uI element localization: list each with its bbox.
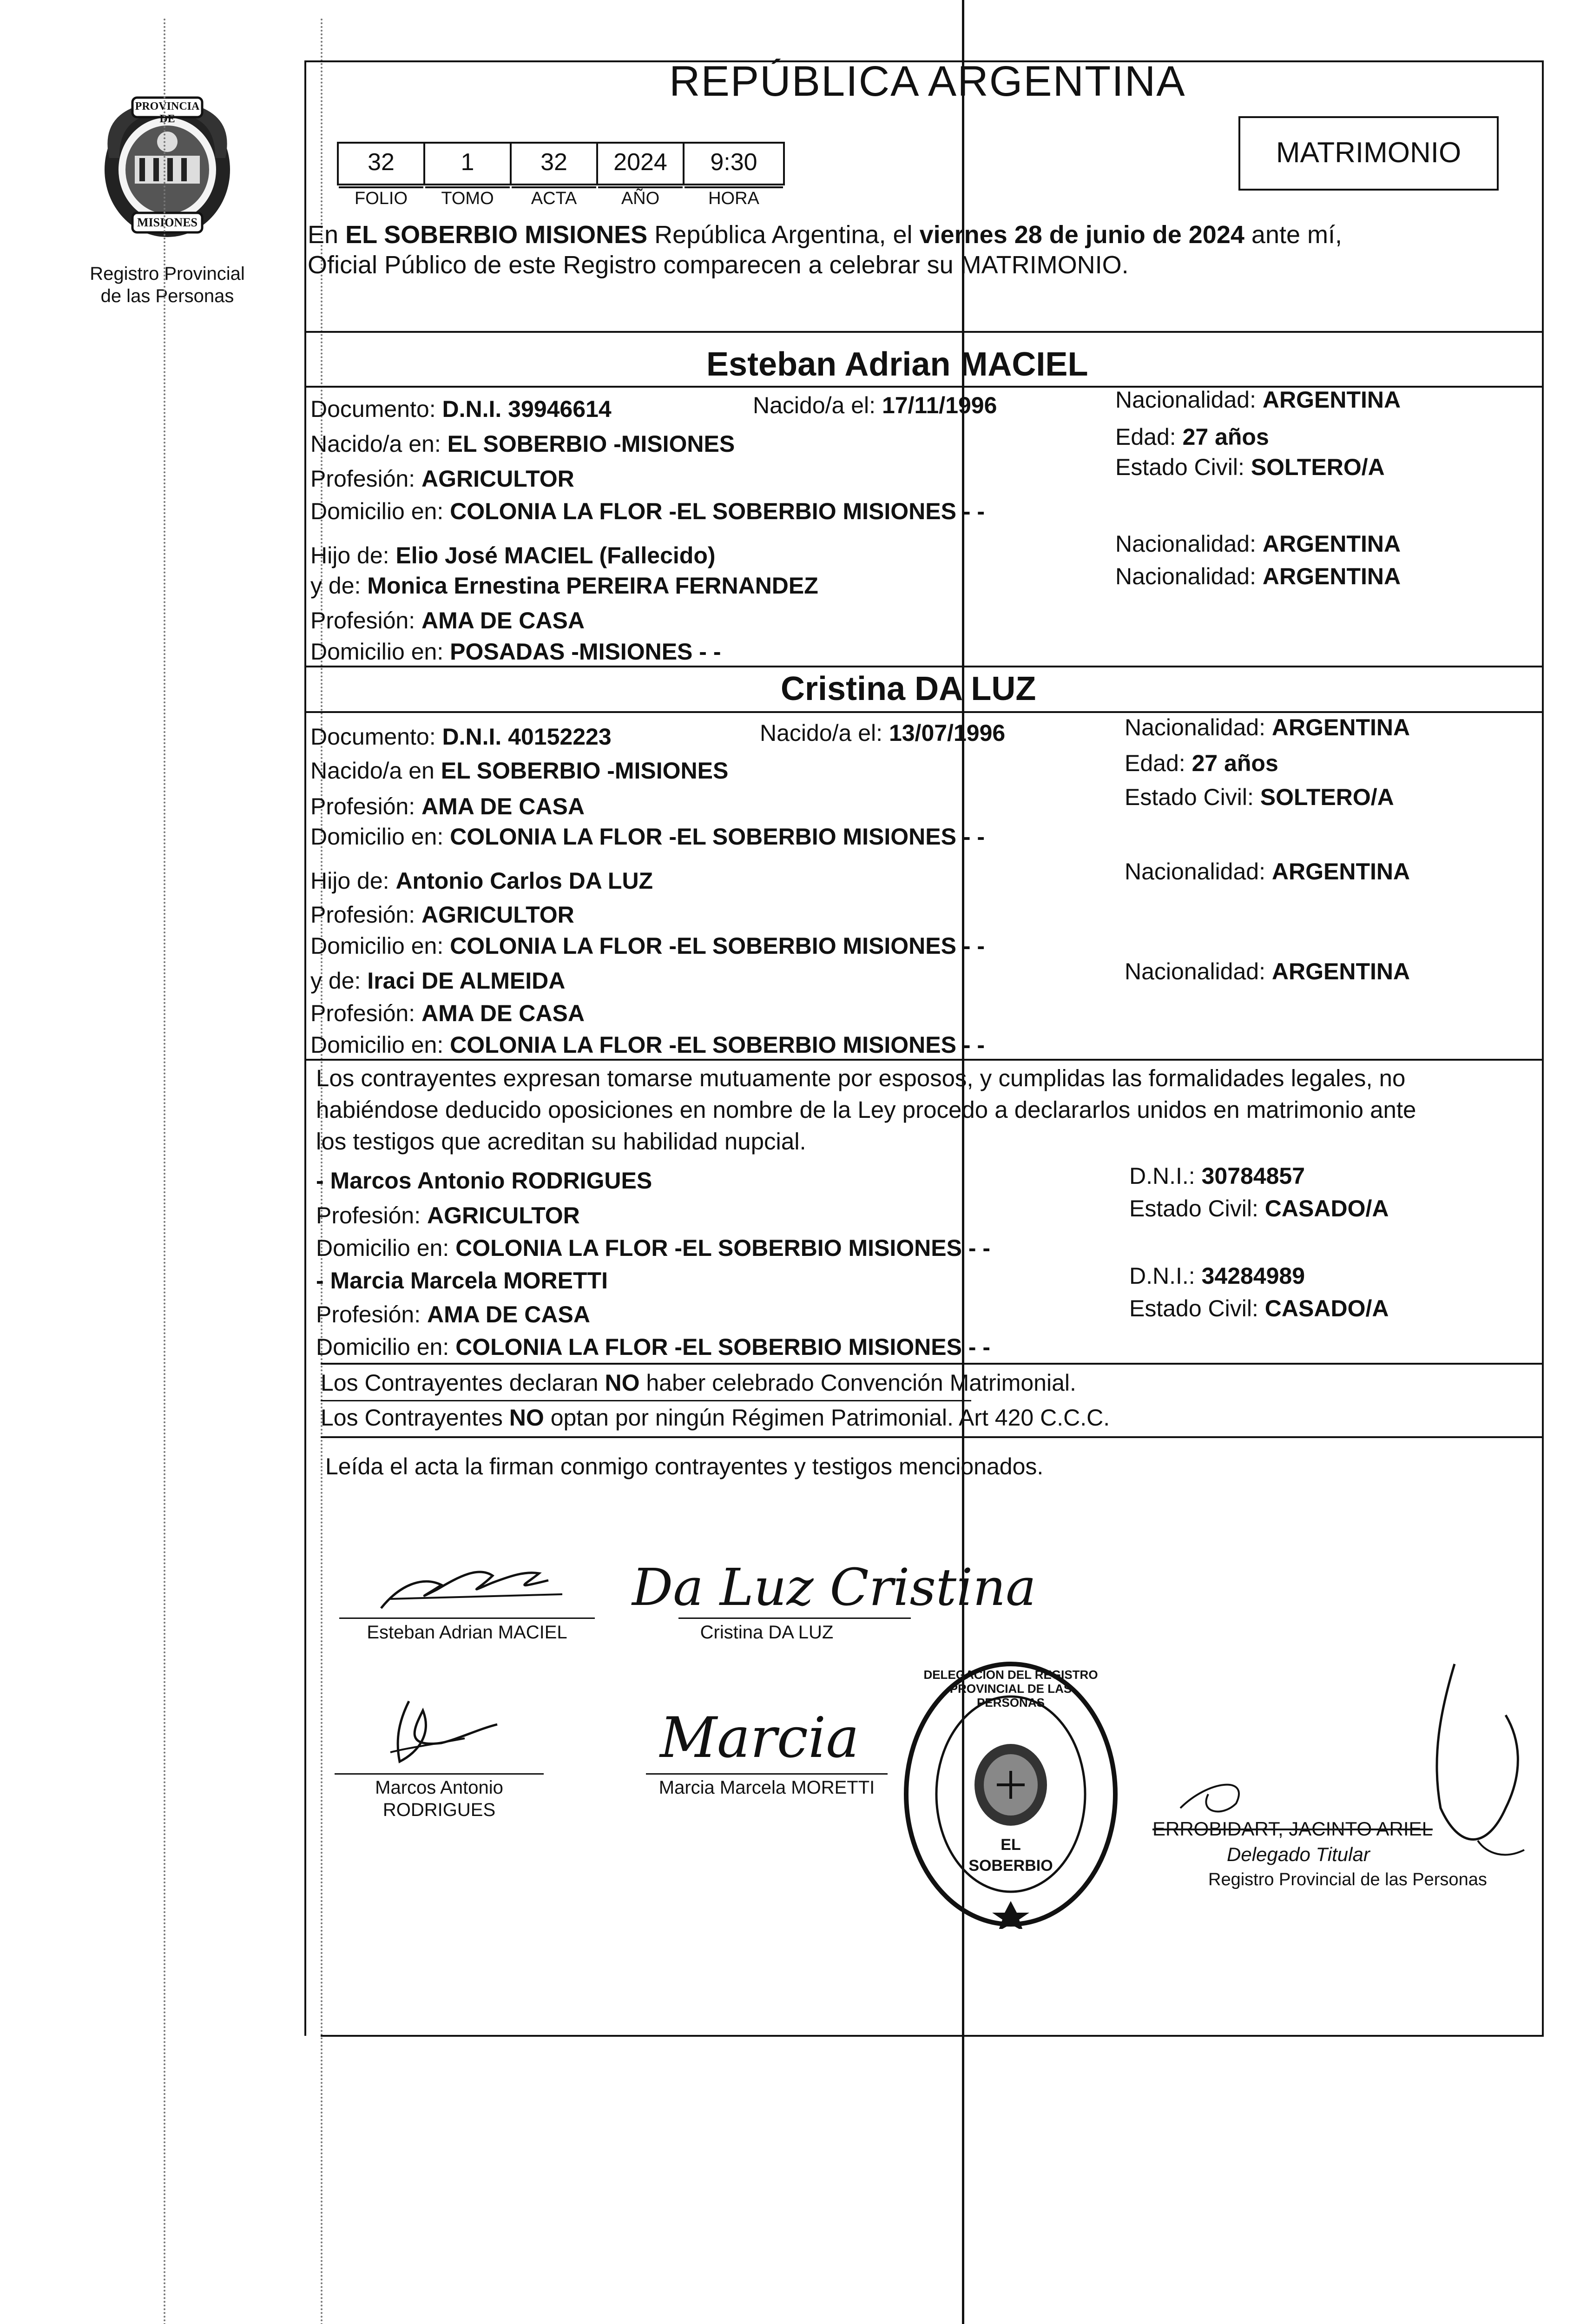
witness-2-dom [316, 1333, 990, 1361]
witness-1-caption-line-2: RODRIGUES [382, 1800, 496, 1820]
province-seal-logo [91, 88, 244, 242]
intro-p2: República Argentina, el [647, 221, 920, 249]
witness-1-caption-line-1: Marcos Antonio [375, 1777, 503, 1798]
bride-civil-label: Estado Civil: [1125, 784, 1260, 810]
stamp-ring-text: DELEGACION DEL REGISTRO PROVINCIAL DE LAS PERSONAS [923, 1668, 1098, 1710]
bride-father-nat-label: Nacionalidad: [1125, 858, 1272, 885]
witness-2-civil-label: Estado Civil: [1129, 1295, 1265, 1321]
groom-born [753, 391, 997, 419]
official-name: ERROBIDART, JACINTO ARIEL [1152, 1818, 1433, 1840]
groom-civil [1115, 453, 1385, 481]
witness-2-signature: Marcia [660, 1706, 859, 1770]
bride-mother-label: y de: [310, 968, 368, 994]
bride-nat-label: Nacionalidad: [1125, 714, 1272, 740]
groom-dom-value: COLONIA LA FLOR -EL SOBERBIO MISIONES - - [450, 498, 985, 524]
witness-2-dni-label: D.N.I.: [1129, 1263, 1202, 1289]
groom-prof [310, 465, 574, 493]
bride-father-prof [310, 901, 574, 929]
declaration-line-2: habiéndose deducido oposiciones en nombre de la Ley procedo a declararlos unidos en matrimonio ante [316, 1096, 1416, 1123]
clause-1-b: NO [605, 1370, 640, 1396]
clause-2-b: NO [509, 1405, 544, 1431]
record-tomo-label: TOMO [425, 186, 510, 209]
groom-mother-nat [1115, 562, 1401, 590]
witness-2-civil-value: CASADO/A [1264, 1295, 1389, 1321]
witness-1-signature-line [335, 1773, 544, 1775]
record-ano [596, 142, 685, 208]
witness-1-name: - Marcos Antonio RODRIGUES [316, 1168, 652, 1194]
record-folio-label: FOLIO [339, 186, 423, 209]
record-tomo [423, 142, 512, 208]
intro-place: EL SOBERBIO MISIONES [345, 221, 648, 249]
bride-mother-dom [310, 1031, 985, 1059]
witness-1-dom-label: Domicilio en: [316, 1235, 456, 1261]
bride-civil [1125, 783, 1394, 811]
witness-2-civil [1129, 1294, 1389, 1322]
bride-father-prof-label: Profesión: [310, 902, 422, 928]
witness-1-civil-value: CASADO/A [1264, 1195, 1389, 1221]
bride-dom [310, 823, 985, 851]
official-office: Registro Provincial de las Personas [1208, 1870, 1487, 1889]
bride-nat [1125, 713, 1410, 741]
record-tomo-value: 1 [461, 149, 474, 176]
groom-civil-value: SOLTERO/A [1251, 454, 1385, 480]
witness-2-caption: Marcia Marcela MORETTI [658, 1777, 875, 1798]
record-hora-label: HORA [685, 186, 783, 209]
bride-signature-line [678, 1618, 911, 1619]
groom-age [1115, 423, 1269, 451]
groom-dom [310, 497, 985, 525]
bride-father-value: Antonio Carlos DA LUZ [395, 868, 653, 894]
bride-dom-label: Domicilio en: [310, 824, 450, 850]
witness-1-prof-label: Profesión: [316, 1202, 428, 1228]
record-acta [510, 142, 598, 208]
groom-father-nat-label: Nacionalidad: [1115, 531, 1263, 557]
bride-nat-value: ARGENTINA [1271, 714, 1410, 740]
bride-mother-nat-label: Nacionalidad: [1125, 958, 1272, 984]
clause-2-c: optan por ningún Régimen Patrimonial. Art 420 C.C.C. [544, 1405, 1110, 1431]
divider-clause-1 [321, 1400, 971, 1401]
bride-birthplace-label: Nacido/a en [310, 758, 441, 784]
bride-father-label: Hijo de: [310, 868, 396, 894]
groom-prof-value: AGRICULTOR [421, 466, 574, 492]
groom-signature-caption: Esteban Adrian MACIEL [367, 1622, 567, 1643]
groom-mother-value: Monica Ernestina PEREIRA FERNANDEZ [367, 573, 818, 599]
divider-bride-name [304, 711, 1544, 713]
witness-1-dni-value: 30784857 [1201, 1163, 1305, 1189]
bride-born-label: Nacido/a el: [760, 720, 889, 746]
witness-1-caption [335, 1776, 544, 1821]
witness-1-dni-label: D.N.I.: [1129, 1163, 1202, 1189]
closing-statement: Leída el acta la firman conmigo contrayentes y testigos mencionados. [325, 1453, 1044, 1479]
record-folio-value: 32 [368, 149, 395, 176]
frame-left [304, 60, 306, 2036]
bride-father-prof-value: AGRICULTOR [421, 902, 574, 928]
bride-mother-nat-value: ARGENTINA [1271, 958, 1410, 984]
act-type-box [1238, 116, 1499, 191]
bride-civil-value: SOLTERO/A [1260, 784, 1394, 810]
margin-dotted-line [164, 19, 165, 2324]
groom-birthplace-label: Nacido/a en: [310, 431, 448, 457]
bride-prof-label: Profesión: [310, 793, 422, 819]
groom-name: Esteban Adrian MACIEL [706, 346, 1088, 383]
groom-mother [310, 572, 818, 600]
bride-name: Cristina DA LUZ [781, 670, 1036, 707]
groom-born-label: Nacido/a el: [753, 392, 882, 418]
record-folio [337, 142, 425, 208]
bride-mother-dom-label: Domicilio en: [310, 1032, 450, 1058]
bride-father-nat-value: ARGENTINA [1271, 858, 1410, 885]
registry-name-line2: de las Personas [100, 286, 234, 306]
declaration-line-1: Los contrayentes expresan tomarse mutuamente por esposos, y cumplidas las formalidades legales, no [316, 1065, 1406, 1091]
groom-birthplace [310, 430, 735, 458]
groom-prof-label: Profesión: [310, 466, 422, 492]
bride-mother-nat [1125, 957, 1410, 985]
witness-1-prof-value: AGRICULTOR [427, 1202, 580, 1228]
record-ano-label: AÑO [598, 186, 683, 209]
bride-signature: Da Luz Cristina [632, 1558, 1036, 1617]
intro-line-2: Oficial Público de este Registro comparecen a celebrar su MATRIMONIO. [308, 251, 1129, 279]
groom-parents-dom-label: Domicilio en: [310, 639, 450, 665]
divider-witnesses-end [321, 1363, 1544, 1365]
divider-after-intro [304, 331, 1544, 333]
country-title: REPÚBLICA ARGENTINA [669, 58, 1186, 105]
groom-parents-prof-value: AMA DE CASA [421, 607, 585, 634]
groom-parents-dom-value: POSADAS -MISIONES - - [450, 639, 721, 665]
groom-born-value: 17/11/1996 [882, 392, 997, 418]
intro-p1: En [308, 221, 346, 249]
bride-father-dom-label: Domicilio en: [310, 933, 450, 959]
witness-1-signature [372, 1692, 511, 1776]
witness-2-dom-value: COLONIA LA FLOR -EL SOBERBIO MISIONES - - [455, 1334, 991, 1360]
intro-date: viernes 28 de junio de 2024 [919, 221, 1244, 249]
witness-1-dom [316, 1234, 990, 1262]
bride-father-nat [1125, 858, 1410, 885]
witness-2-dom-label: Domicilio en: [316, 1334, 456, 1360]
bride-dom-value: COLONIA LA FLOR -EL SOBERBIO MISIONES - - [450, 824, 985, 850]
registry-office-stamp [902, 1659, 1120, 1929]
groom-nat [1115, 386, 1401, 414]
act-type: MATRIMONIO [1276, 137, 1462, 169]
witness-1-civil-label: Estado Civil: [1129, 1195, 1265, 1221]
groom-dom-label: Domicilio en: [310, 498, 450, 524]
bride-doc [310, 723, 612, 751]
witness-2-signature-line [646, 1773, 888, 1775]
witness-1-civil [1129, 1195, 1389, 1222]
groom-birthplace-value: EL SOBERBIO -MISIONES [447, 431, 735, 457]
bride-born-value: 13/07/1996 [889, 720, 1006, 746]
bride-father [310, 867, 653, 895]
witness-2-dni [1129, 1262, 1305, 1290]
groom-nat-value: ARGENTINA [1262, 387, 1401, 413]
groom-mother-nat-label: Nacionalidad: [1115, 563, 1263, 589]
groom-father-nat-value: ARGENTINA [1262, 531, 1401, 557]
witness-2-prof-value: AMA DE CASA [427, 1301, 590, 1327]
record-hora [683, 142, 785, 208]
bride-age [1125, 749, 1278, 777]
bride-father-dom [310, 932, 985, 960]
groom-father-value: Elio José MACIEL (Fallecido) [395, 542, 716, 568]
groom-parents-prof [310, 607, 585, 634]
record-ano-value: 2024 [613, 149, 667, 176]
groom-father [310, 541, 716, 569]
groom-signature [372, 1557, 572, 1618]
witness-2-dni-value: 34284989 [1201, 1263, 1305, 1289]
groom-parents-prof-label: Profesión: [310, 607, 422, 634]
bride-age-value: 27 años [1192, 750, 1278, 776]
bride-mother-dom-value: COLONIA LA FLOR -EL SOBERBIO MISIONES - - [450, 1032, 985, 1058]
bride-prof [310, 792, 585, 820]
witness-2-prof-label: Profesión: [316, 1301, 428, 1327]
bride-born [760, 719, 1005, 747]
witness-2-prof [316, 1301, 590, 1328]
clause-convention [321, 1369, 1076, 1397]
intro-p3: ante mí, [1244, 221, 1342, 249]
bride-mother-prof [310, 999, 585, 1027]
bride-age-label: Edad: [1125, 750, 1192, 776]
registry-name [70, 263, 265, 307]
witness-1-dni [1129, 1162, 1305, 1190]
bride-birthplace [310, 757, 728, 785]
clause-regime [321, 1404, 1110, 1432]
groom-doc-value: D.N.I. 39946614 [442, 396, 612, 422]
groom-mother-nat-value: ARGENTINA [1262, 563, 1401, 589]
clause-1-c: haber celebrado Convención Matrimonial. [639, 1370, 1076, 1396]
divider-groom-end [304, 666, 1544, 667]
bride-father-dom-value: COLONIA LA FLOR -EL SOBERBIO MISIONES - - [450, 933, 985, 959]
witness-1-prof [316, 1202, 580, 1229]
bride-mother-prof-label: Profesión: [310, 1000, 422, 1026]
intro-line-1 [308, 221, 1342, 249]
groom-age-label: Edad: [1115, 424, 1183, 450]
record-hora-value: 9:30 [710, 149, 757, 176]
bride-doc-label: Documento: [310, 724, 442, 750]
bride-birthplace-value: EL SOBERBIO -MISIONES [441, 758, 729, 784]
bride-mother [310, 967, 565, 995]
groom-father-nat [1115, 530, 1401, 558]
groom-doc-label: Documento: [310, 396, 442, 422]
groom-father-label: Hijo de: [310, 542, 396, 568]
seal-text-top: PROVINCIA DE [135, 100, 200, 125]
groom-parents-dom [310, 638, 721, 666]
frame-right [1542, 60, 1544, 2036]
bride-doc-value: D.N.I. 40152223 [442, 724, 612, 750]
official-title: Delegado Titular [1227, 1843, 1370, 1865]
groom-age-value: 27 años [1182, 424, 1269, 450]
groom-civil-label: Estado Civil: [1115, 454, 1251, 480]
witness-2-name: - Marcia Marcela MORETTI [316, 1268, 608, 1294]
divider-clauses-end [321, 1436, 1544, 1438]
stamp-center-line-2: SOBERBIO [968, 1857, 1053, 1875]
stamp-center-line-1: EL [1001, 1836, 1021, 1854]
clause-1-a: Los Contrayentes declaran [321, 1370, 605, 1396]
groom-nat-label: Nacionalidad: [1115, 387, 1263, 413]
declaration-line-3: los testigos que acreditan su habilidad nupcial. [316, 1128, 806, 1155]
groom-signature-line [339, 1618, 595, 1619]
divider-bride-end [304, 1059, 1544, 1061]
record-acta-label: ACTA [512, 186, 596, 209]
bride-prof-value: AMA DE CASA [421, 793, 585, 819]
record-acta-value: 32 [540, 149, 567, 176]
bride-mother-value: Iraci DE ALMEIDA [367, 968, 566, 994]
bride-signature-caption: Cristina DA LUZ [700, 1622, 834, 1643]
witness-1-dom-value: COLONIA LA FLOR -EL SOBERBIO MISIONES - - [455, 1235, 991, 1261]
bride-mother-prof-value: AMA DE CASA [421, 1000, 585, 1026]
groom-doc [310, 395, 612, 423]
frame-bottom [321, 2035, 1544, 2037]
clause-2-a: Los Contrayentes [321, 1405, 509, 1431]
groom-mother-label: y de: [310, 573, 368, 599]
seal-text-bottom: MISIONES [137, 216, 198, 229]
registry-name-line1: Registro Provincial [90, 264, 245, 284]
